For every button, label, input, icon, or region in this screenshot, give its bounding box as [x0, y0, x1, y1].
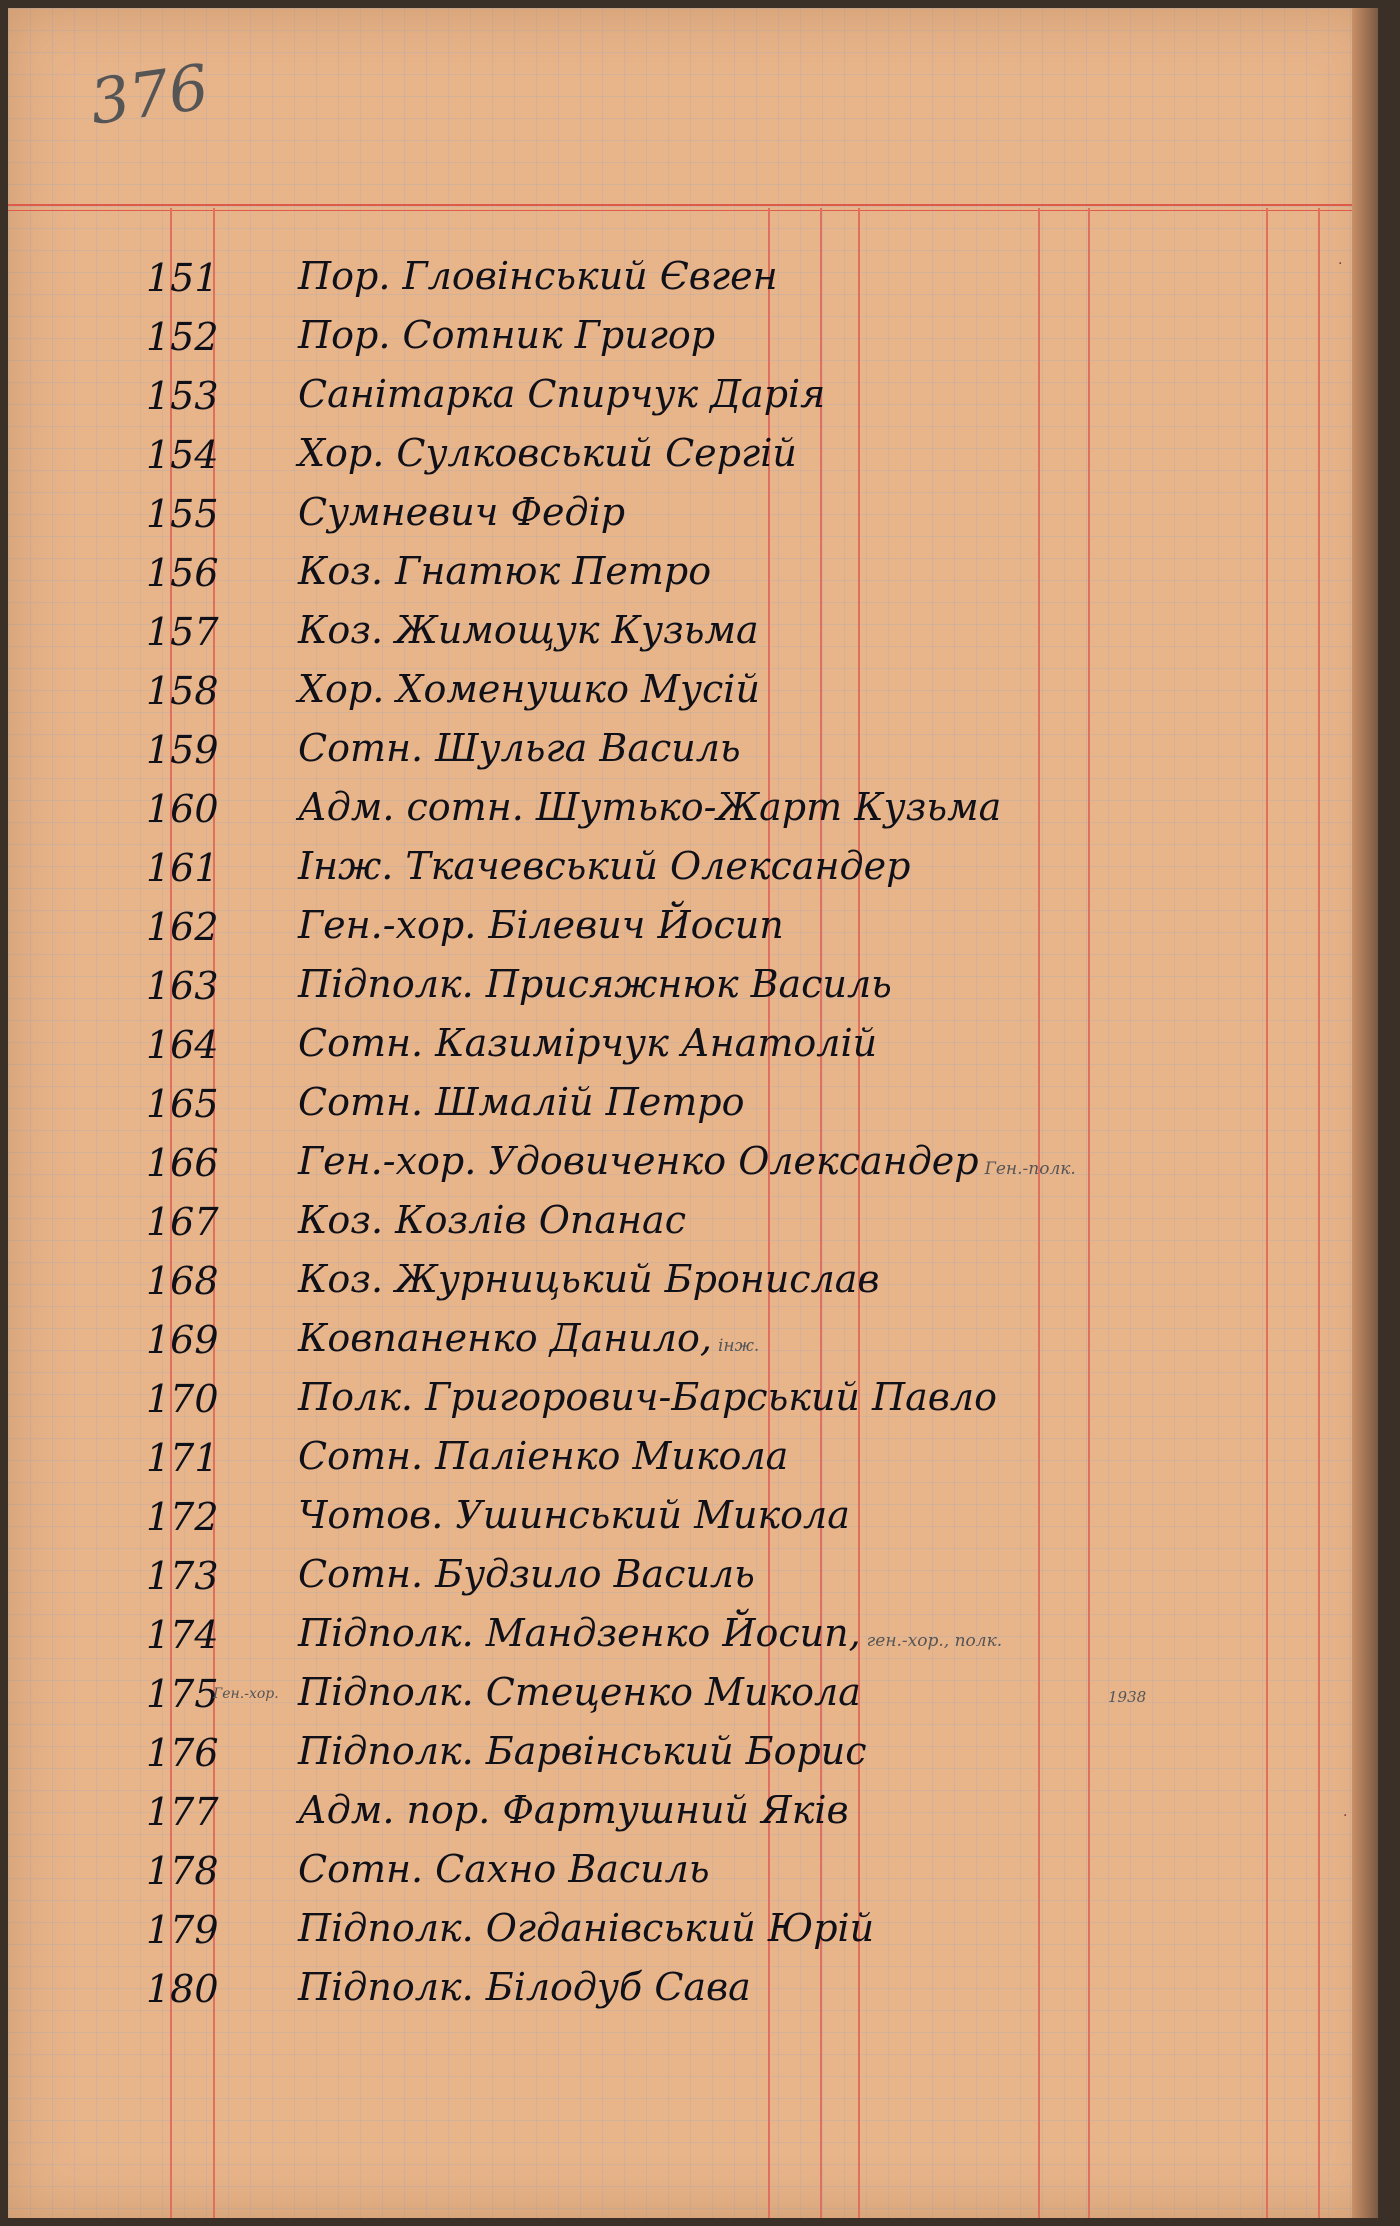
entry-number: 156 — [146, 551, 219, 595]
list-item — [8, 248, 1348, 307]
list-item — [8, 661, 1348, 720]
entry-prefix-note: Ген.-хор. — [213, 1686, 279, 1702]
entry-name: Сотн. Казимірчук Анатолій — [298, 1021, 878, 1065]
ledger-page — [8, 8, 1378, 2218]
list-item — [8, 366, 1348, 425]
entry-name: Пор. Гловінський Євген — [298, 254, 778, 298]
margin-mark: · — [1338, 256, 1343, 272]
list-item — [8, 1605, 1348, 1664]
entry-name: Адм. пор. Фартушний Яків — [298, 1788, 849, 1832]
entry-number: 165 — [146, 1082, 219, 1126]
list-item — [8, 838, 1348, 897]
entry-number: 164 — [146, 1023, 219, 1067]
list-item — [8, 1782, 1348, 1841]
entry-number: 163 — [146, 964, 219, 1008]
entry-number: 151 — [146, 256, 219, 300]
entry-number: 161 — [146, 846, 219, 890]
entry-name: Сотн. Шульга Василь — [298, 726, 741, 770]
list-item — [8, 1841, 1348, 1900]
entry-name: Ген.-хор. Білевич Йосип — [298, 903, 784, 947]
entry-name: Хор. Сулковський Сергій — [298, 431, 797, 475]
entry-name: Підполк. Мандзенко Йосип, ген.-хор., полк. — [298, 1611, 1003, 1655]
entry-name: Підполк. Білодуб Сава — [298, 1965, 751, 2009]
book-spine — [1352, 8, 1378, 2218]
entry-number: 179 — [146, 1908, 219, 1952]
entry-name: Підполк. Стеценко Микола — [298, 1670, 861, 1714]
entry-note: Ген.-полк. — [984, 1159, 1076, 1179]
entry-side-note: 1938 — [1108, 1688, 1147, 1706]
entry-name: Підполк. Присяжнюк Василь — [298, 962, 892, 1006]
entry-name: Пор. Сотник Григор — [298, 313, 716, 357]
list-item — [8, 602, 1348, 661]
entry-name: Сотн. Паліенко Микола — [298, 1434, 789, 1478]
list-item — [8, 1546, 1348, 1605]
list-item — [8, 1133, 1348, 1192]
list-item — [8, 897, 1348, 956]
entry-name: Полк. Григорович-Барський Павло — [298, 1375, 997, 1419]
entry-number: 172 — [146, 1495, 219, 1539]
entry-list — [8, 248, 1348, 2018]
list-item — [8, 1251, 1348, 1310]
entry-name: Сотн. Будзило Василь — [298, 1552, 755, 1596]
list-item — [8, 425, 1348, 484]
list-item — [8, 1015, 1348, 1074]
folio-number: 376 — [85, 50, 213, 139]
entry-number: 154 — [146, 433, 219, 477]
entry-number: 173 — [146, 1554, 219, 1598]
entry-number: 166 — [146, 1141, 219, 1185]
entry-name: Ген.-хор. Удовиченко Олександер Ген.-полк. — [298, 1139, 1076, 1183]
entry-name: Сотн. Шмалій Петро — [298, 1080, 745, 1124]
entry-number: 175 — [146, 1672, 219, 1716]
list-item — [8, 543, 1348, 602]
list-item — [8, 956, 1348, 1015]
entry-number: 159 — [146, 728, 219, 772]
list-item — [8, 1192, 1348, 1251]
header-rule-secondary — [8, 210, 1352, 211]
entry-name: Хор. Хоменушко Мусій — [298, 667, 760, 711]
entry-number: 153 — [146, 374, 219, 418]
entry-name: Підполк. Барвінський Борис — [298, 1729, 867, 1773]
entry-name: Сотн. Сахно Василь — [298, 1847, 710, 1891]
entry-name: Адм. сотн. Шутько-Жарт Кузьма — [298, 785, 1002, 829]
entry-name: Сумневич Федір — [298, 490, 626, 534]
entry-number: 170 — [146, 1377, 219, 1421]
list-item — [8, 1900, 1348, 1959]
list-item — [8, 1074, 1348, 1133]
entry-number: 168 — [146, 1259, 219, 1303]
entry-note: ген.-хор., полк. — [866, 1631, 1003, 1651]
list-item — [8, 307, 1348, 366]
entry-number: 171 — [146, 1436, 219, 1480]
list-item — [8, 1310, 1348, 1369]
entry-number: 167 — [146, 1200, 219, 1244]
list-item — [8, 1487, 1348, 1546]
entry-number: 160 — [146, 787, 219, 831]
entry-number: 178 — [146, 1849, 219, 1893]
entry-number: 176 — [146, 1731, 219, 1775]
entry-name: Підполк. Огданівський Юрій — [298, 1906, 875, 1950]
entry-note: інж. — [717, 1336, 760, 1356]
entry-number: 174 — [146, 1613, 219, 1657]
entry-name: Коз. Журницький Бронислав — [298, 1257, 880, 1301]
entry-name: Коз. Жимощук Кузьма — [298, 608, 759, 652]
list-item — [8, 1723, 1348, 1782]
list-item — [8, 1664, 1348, 1723]
entry-number: 177 — [146, 1790, 219, 1834]
entry-number: 169 — [146, 1318, 219, 1362]
entry-name: Коз. Гнатюк Петро — [298, 549, 712, 593]
list-item — [8, 779, 1348, 838]
list-item — [8, 1369, 1348, 1428]
header-rule — [8, 204, 1352, 206]
entry-name: Ковпаненко Данило, інж. — [298, 1316, 760, 1360]
entry-number: 180 — [146, 1967, 219, 2011]
entry-name: Інж. Ткачевський Олександер — [298, 844, 911, 888]
entry-number: 152 — [146, 315, 219, 359]
list-item — [8, 1428, 1348, 1487]
entry-number: 158 — [146, 669, 219, 713]
entry-number: 155 — [146, 492, 219, 536]
list-item — [8, 484, 1348, 543]
entry-number: 157 — [146, 610, 219, 654]
list-item — [8, 720, 1348, 779]
list-item — [8, 1959, 1348, 2018]
entry-name: Коз. Козлів Опанас — [298, 1198, 686, 1242]
entry-name: Чотов. Ушинський Микола — [298, 1493, 850, 1537]
entry-number: 162 — [146, 905, 219, 949]
entry-name: Санітарка Спирчук Дарія — [298, 372, 826, 416]
margin-mark: · — [1343, 1808, 1348, 1824]
